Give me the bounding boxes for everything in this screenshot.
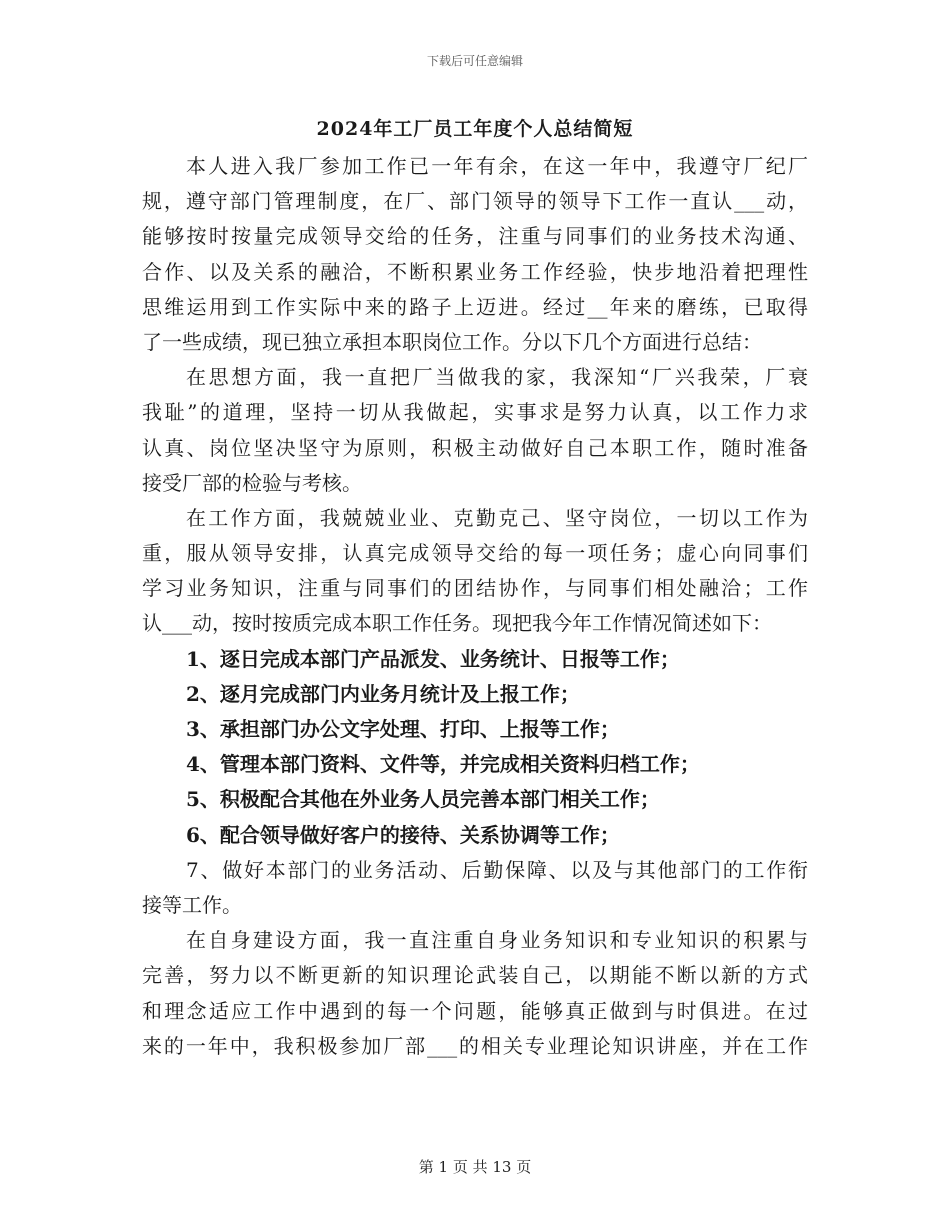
paragraph-line: 合作、以及关系的融洽，不断积累业务工作经验，快步地沿着把理性 bbox=[142, 259, 808, 284]
paragraph-line: 能够按时按量完成领导交给的任务，注重与同事们的业务技术沟通、 bbox=[142, 224, 808, 249]
document-body bbox=[142, 149, 808, 1064]
paragraph-line: 认真、岗位坚决坚守为原则，积极主动做好自己本职工作，随时准备 bbox=[142, 435, 808, 460]
paragraph-line: 和理念适应工作中遇到的每一个问题，能够真正做到与时俱进。在过 bbox=[142, 998, 808, 1023]
paragraph-line: 重，服从领导安排，认真完成领导交给的每一项任务；虚心向同事们 bbox=[142, 541, 808, 566]
document-title: 2024年工厂员工年度个人总结简短 bbox=[316, 118, 634, 140]
list-item: 2、逐月完成部门内业务月统计及上报工作； bbox=[186, 681, 580, 706]
paragraph-line: 规，遵守部门管理制度，在厂、部门领导的领导下工作一直认___动， bbox=[142, 189, 808, 214]
list-item: 3、承担部门办公文字处理、打印、上报等工作； bbox=[186, 717, 620, 741]
paragraph-line: 我耻”的道理，坚持一切从我做起，实事求是努力认真，以工作力求 bbox=[142, 400, 808, 425]
paragraph-line: 接受厂部的检验与考核。 bbox=[142, 470, 362, 495]
paragraph-line: 思维运用到工作实际中来的路子上迈进。经过__年来的磨练，已取得 bbox=[142, 294, 808, 319]
paragraph-line: 在思想方面，我一直把厂当做我的家，我深知“厂兴我荣，厂衰 bbox=[186, 365, 808, 390]
paragraph-line: 本人进入我厂参加工作已一年有余，在这一年中，我遵守厂纪厂 bbox=[186, 154, 808, 178]
list-item: 5、积极配合其他在外业务人员完善本部门相关工作； bbox=[186, 787, 660, 812]
list-item: 6、配合领导做好客户的接待、关系协调等工作； bbox=[186, 822, 620, 847]
page-footer: 第 1 页 共 13 页 bbox=[418, 1158, 532, 1176]
paragraph-line: 接等工作。 bbox=[142, 892, 242, 917]
paragraph-line: 学习业务知识，注重与同事们的团结协作，与同事们相处融洽；工作 bbox=[142, 576, 808, 601]
paragraph-line: 完善，努力以不断更新的知识理论武装自己，以期能不断以新的方式 bbox=[142, 963, 808, 988]
list-item: 4、管理本部门资料、文件等，并完成相关资料归档工作； bbox=[186, 752, 700, 777]
paragraph-line: 来的一年中，我积极参加厂部___的相关专业理论知识讲座，并在工作 bbox=[142, 1033, 808, 1058]
paragraph-line: 7、做好本部门的业务活动、后勤保障、以及与其他部门的工作衔 bbox=[186, 857, 808, 882]
header-note: 下载后可任意编辑 bbox=[426, 54, 523, 68]
paragraph-line: 在工作方面，我兢兢业业、克勤克己、坚守岗位，一切以工作为 bbox=[186, 505, 808, 530]
list-item: 1、逐日完成本部门产品派发、业务统计、日报等工作； bbox=[186, 646, 680, 671]
paragraph-line: 认___动，按时按质完成本职工作任务。现把我今年工作情况简述如下： bbox=[142, 611, 772, 636]
paragraph-line: 在自身建设方面，我一直注重自身业务知识和专业知识的积累与 bbox=[186, 928, 808, 953]
paragraph-line: 了一些成绩，现已独立承担本职岗位工作。分以下几个方面进行总结： bbox=[142, 329, 762, 354]
